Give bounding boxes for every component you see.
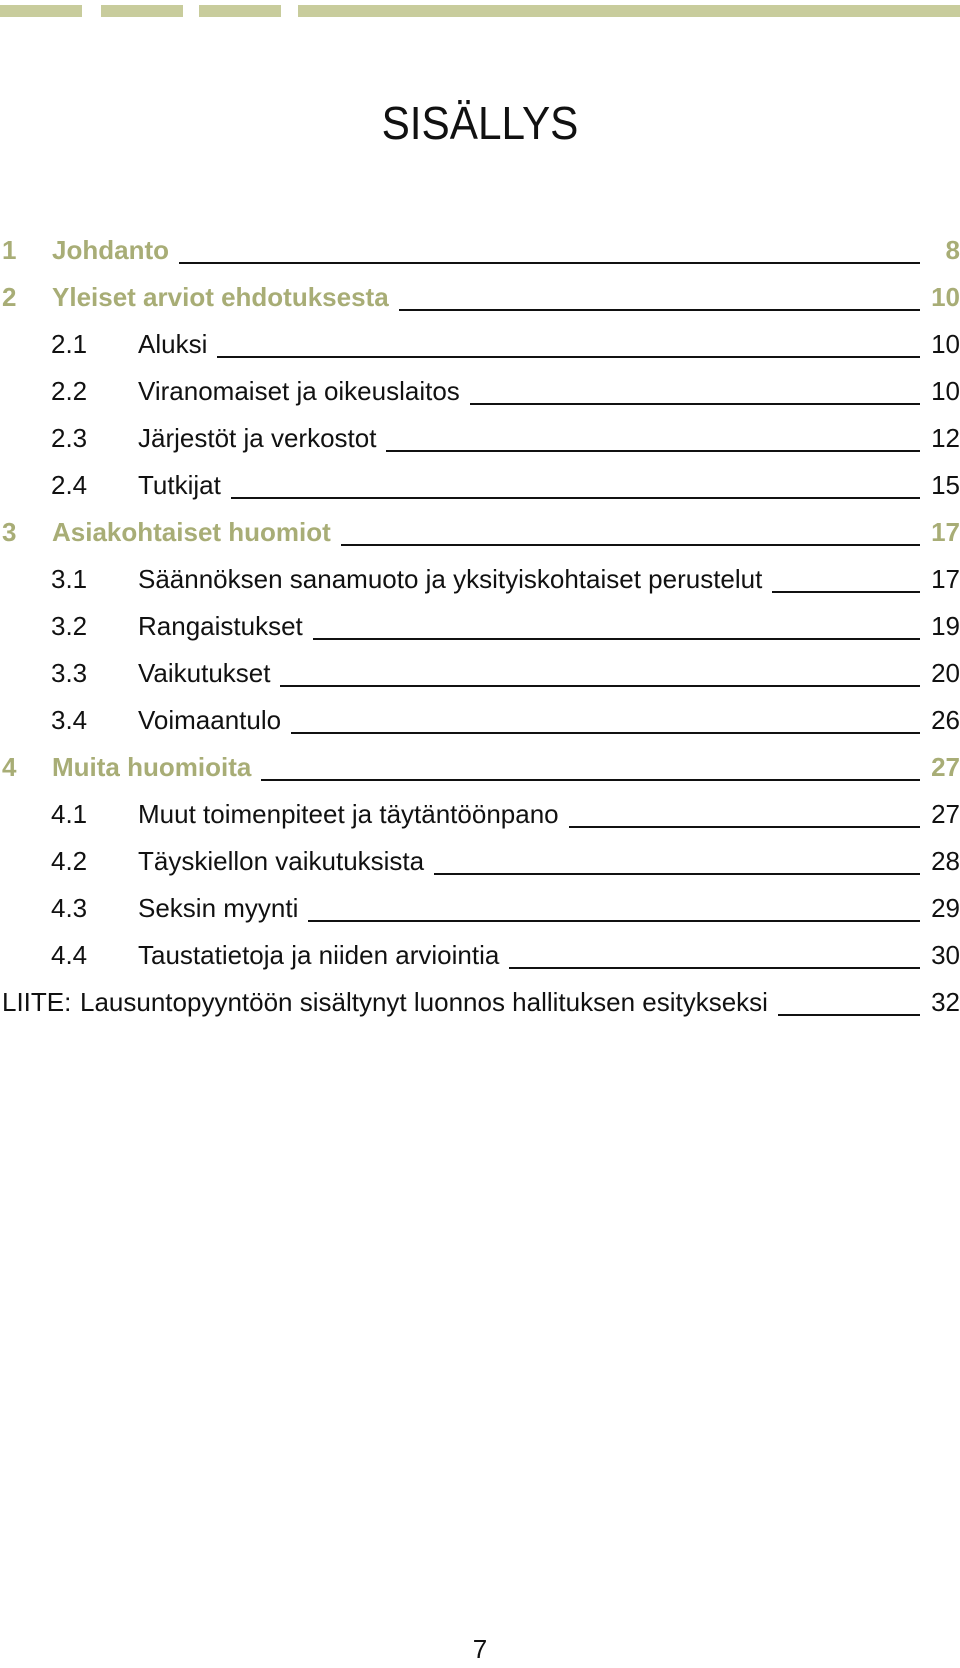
toc-entry[interactable]	[0, 933, 960, 980]
toc-entry[interactable]	[0, 698, 960, 745]
toc-leader-line	[386, 450, 920, 452]
toc-entry-number: 2.4	[51, 470, 88, 500]
toc-leader-line	[261, 779, 920, 781]
toc-leader-line	[470, 403, 920, 405]
toc-leader-line	[313, 638, 920, 640]
toc-entry-number: 3.4	[51, 705, 88, 735]
toc-entry[interactable]	[0, 416, 960, 463]
toc-entry[interactable]	[0, 510, 960, 557]
toc-entry[interactable]	[0, 886, 960, 933]
toc-entry-label: Johdanto	[52, 235, 169, 265]
table-of-contents	[0, 228, 960, 1027]
toc-entry[interactable]	[0, 980, 960, 1027]
toc-entry[interactable]	[0, 369, 960, 416]
toc-entry[interactable]	[0, 792, 960, 839]
toc-leader-line	[778, 1014, 920, 1016]
toc-entry-number: 2.1	[51, 329, 88, 359]
toc-entry-page: 19	[931, 611, 960, 641]
toc-leader-line	[231, 497, 920, 499]
toc-entry-label: Viranomaiset ja oikeuslaitos	[138, 376, 460, 406]
toc-entry[interactable]	[0, 604, 960, 651]
toc-entry-label: Seksin myynti	[138, 893, 299, 923]
toc-leader-line	[179, 262, 920, 264]
toc-entry[interactable]	[0, 557, 960, 604]
toc-leader-line	[280, 685, 920, 687]
toc-entry-page: 26	[931, 705, 960, 735]
toc-entry-label: Taustatietoja ja niiden arviointia	[138, 940, 500, 970]
decorative-top-bars	[0, 5, 960, 17]
toc-entry[interactable]	[0, 463, 960, 510]
toc-entry-number: 4.4	[51, 940, 88, 970]
toc-entry-number: LIITE:	[2, 987, 72, 1017]
toc-entry-label: Yleiset arviot ehdotuksesta	[52, 282, 389, 312]
toc-entry-page: 27	[931, 752, 960, 782]
toc-entry-page: 30	[931, 940, 960, 970]
toc-entry-page: 17	[931, 564, 960, 594]
top-bar-segment	[101, 5, 183, 17]
toc-entry-label: Täyskiellon vaikutuksista	[138, 846, 425, 876]
toc-entry[interactable]	[0, 745, 960, 792]
page-title: SISÄLLYS	[381, 97, 579, 149]
toc-entry-page: 20	[931, 658, 960, 688]
toc-entry-page: 8	[945, 235, 960, 265]
toc-leader-line	[569, 826, 920, 828]
toc-leader-line	[291, 732, 920, 734]
toc-entry-label: Rangaistukset	[138, 611, 303, 641]
toc-leader-line	[341, 544, 920, 546]
toc-entry-number: 4.3	[51, 893, 88, 923]
toc-entry-number: 3.3	[51, 658, 88, 688]
toc-entry-number: 4.2	[51, 846, 88, 876]
top-bar-segment	[199, 5, 281, 17]
toc-entry-label: Säännöksen sanamuoto ja yksityiskohtaiset perustelut	[138, 564, 763, 594]
toc-entry-page: 10	[931, 376, 960, 406]
toc-entry-page: 12	[931, 423, 960, 453]
toc-entry-label: Vaikutukset	[138, 658, 271, 688]
toc-entry-number: 2.3	[51, 423, 88, 453]
toc-entry[interactable]	[0, 322, 960, 369]
toc-entry-number: 3.1	[51, 564, 88, 594]
toc-leader-line	[772, 591, 920, 593]
toc-entry-number: 2	[2, 282, 17, 312]
toc-leader-line	[434, 873, 920, 875]
toc-entry-label: Tutkijat	[138, 470, 221, 500]
toc-leader-line	[399, 309, 920, 311]
toc-entry-page: 17	[931, 517, 960, 547]
toc-entry-label: Muut toimenpiteet ja täytäntöönpano	[138, 799, 559, 829]
toc-entry-label: Järjestöt ja verkostot	[138, 423, 377, 453]
toc-entry-page: 10	[931, 329, 960, 359]
toc-entry-label: Lausuntopyyntöön sisältynyt luonnos hallituksen esitykseksi	[80, 987, 768, 1017]
toc-entry-page: 15	[931, 470, 960, 500]
toc-entry-page: 10	[931, 282, 960, 312]
toc-entry-page: 29	[931, 893, 960, 923]
toc-entry-number: 4.1	[51, 799, 88, 829]
toc-entry-number: 3.2	[51, 611, 88, 641]
toc-entry-label: Muita huomioita	[52, 752, 252, 782]
toc-entry-label: Aluksi	[138, 329, 208, 359]
top-bar-segment	[298, 5, 960, 17]
toc-leader-line	[308, 920, 920, 922]
toc-entry-number: 2.2	[51, 376, 88, 406]
toc-entry-number: 3	[2, 517, 17, 547]
toc-leader-line	[217, 356, 920, 358]
toc-entry[interactable]	[0, 839, 960, 886]
toc-entry[interactable]	[0, 275, 960, 322]
toc-entry[interactable]	[0, 228, 960, 275]
toc-entry-page: 32	[931, 987, 960, 1017]
page-number: 7	[472, 1634, 488, 1664]
toc-leader-line	[509, 967, 920, 969]
toc-entry-page: 28	[931, 846, 960, 876]
toc-entry-number: 4	[2, 752, 17, 782]
top-bar-segment	[0, 5, 82, 17]
toc-entry-number: 1	[2, 235, 17, 265]
toc-entry-page: 27	[931, 799, 960, 829]
toc-entry-label: Asiakohtaiset huomiot	[52, 517, 331, 547]
toc-entry[interactable]	[0, 651, 960, 698]
toc-entry-label: Voimaantulo	[138, 705, 282, 735]
